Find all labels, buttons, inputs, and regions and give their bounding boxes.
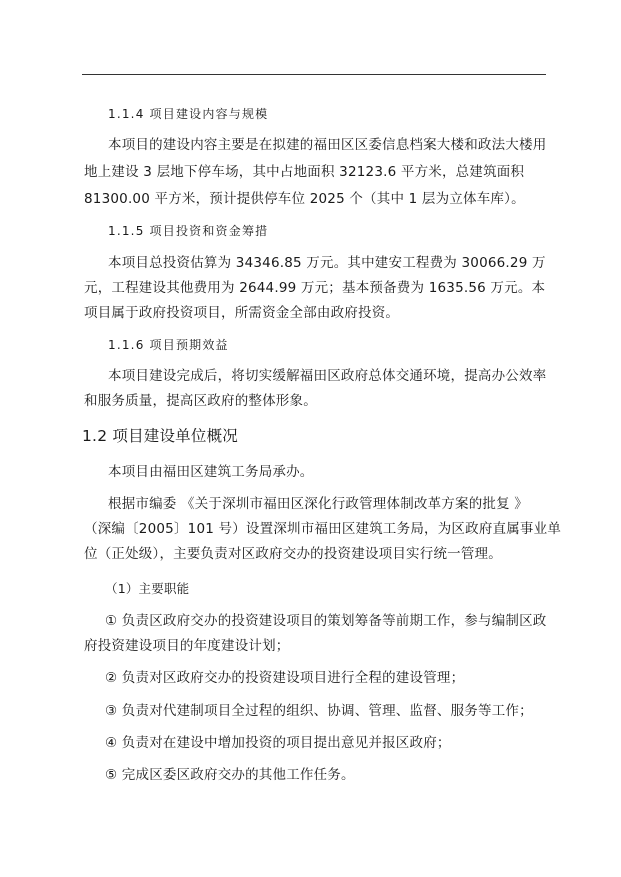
paragraph-line: 本项目建设完成后，将切实缓解福田区政府总体交通环境，提高办公效率: [108, 368, 547, 384]
section-heading-1-1-5: 1.1.5 项目投资和资金筹措: [108, 224, 269, 238]
paragraph-line: 本项目由福田区建筑工务局承办。: [108, 464, 314, 480]
paragraph-line: 地上建设 3 层地下停车场，其中占地面积 32123.6 平方米，总建筑面积: [84, 164, 525, 180]
paragraph-line: 本项目的建设内容主要是在拟建的福田区区委信息档案大楼和政法大楼用: [108, 137, 547, 153]
header-rule: [82, 74, 546, 75]
duty-item-continuation: 府投资建设项目的年度建设计划；: [84, 638, 290, 654]
duty-item: ④ 负责对在建设中增加投资的项目提出意见并报区政府；: [105, 735, 451, 751]
section-heading-1-1-6: 1.1.6 项目预期效益: [108, 338, 229, 352]
duty-item: ② 负责对区政府交办的投资建设项目进行全程的建设管理；: [105, 670, 465, 686]
duty-item: ⑤ 完成区委区政府交办的其他工作任务。: [105, 767, 355, 783]
paragraph-line: 根据市编委 《关于深圳市福田区深化行政管理体制改革方案的批复 》: [108, 496, 528, 512]
paragraph-line: 81300.00 平方米，预计提供停车位 2025 个（其中 1 层为立体车库）。: [84, 191, 525, 207]
paragraph-line: 元，工程建设其他费用为 2644.99 万元；基本预备费为 1635.56 万元。本: [84, 280, 546, 296]
duty-item: ① 负责区政府交办的投资建设项目的策划筹备等前期工作，参与编制区政: [105, 613, 547, 629]
paragraph-line: 本项目总投资估算为 34346.85 万元。其中建安工程费为 30066.29 万: [108, 255, 546, 271]
paragraph-line: 项目属于政府投资项目，所需资金全部由政府投资。: [84, 305, 400, 321]
section-heading-1-1-4: 1.1.4 项目建设内容与规模: [108, 107, 269, 121]
section-heading-1-2: 1.2 项目建设单位概况: [82, 427, 238, 445]
paragraph-line: 位（正处级），主要负责对区政府交办的投资建设项目实行统一管理。: [84, 546, 502, 562]
paragraph-line: （深编〔2005〕101 号）设置深圳市福田区建筑工务局，为区政府直属事业单: [84, 521, 562, 537]
paragraph-line: 和服务质量，提高区政府的整体形象。: [84, 393, 317, 409]
duty-item: ③ 负责对代建制项目全过程的组织、协调、管理、监督、服务等工作；: [105, 703, 533, 719]
duties-title: （1）主要职能: [105, 581, 190, 596]
